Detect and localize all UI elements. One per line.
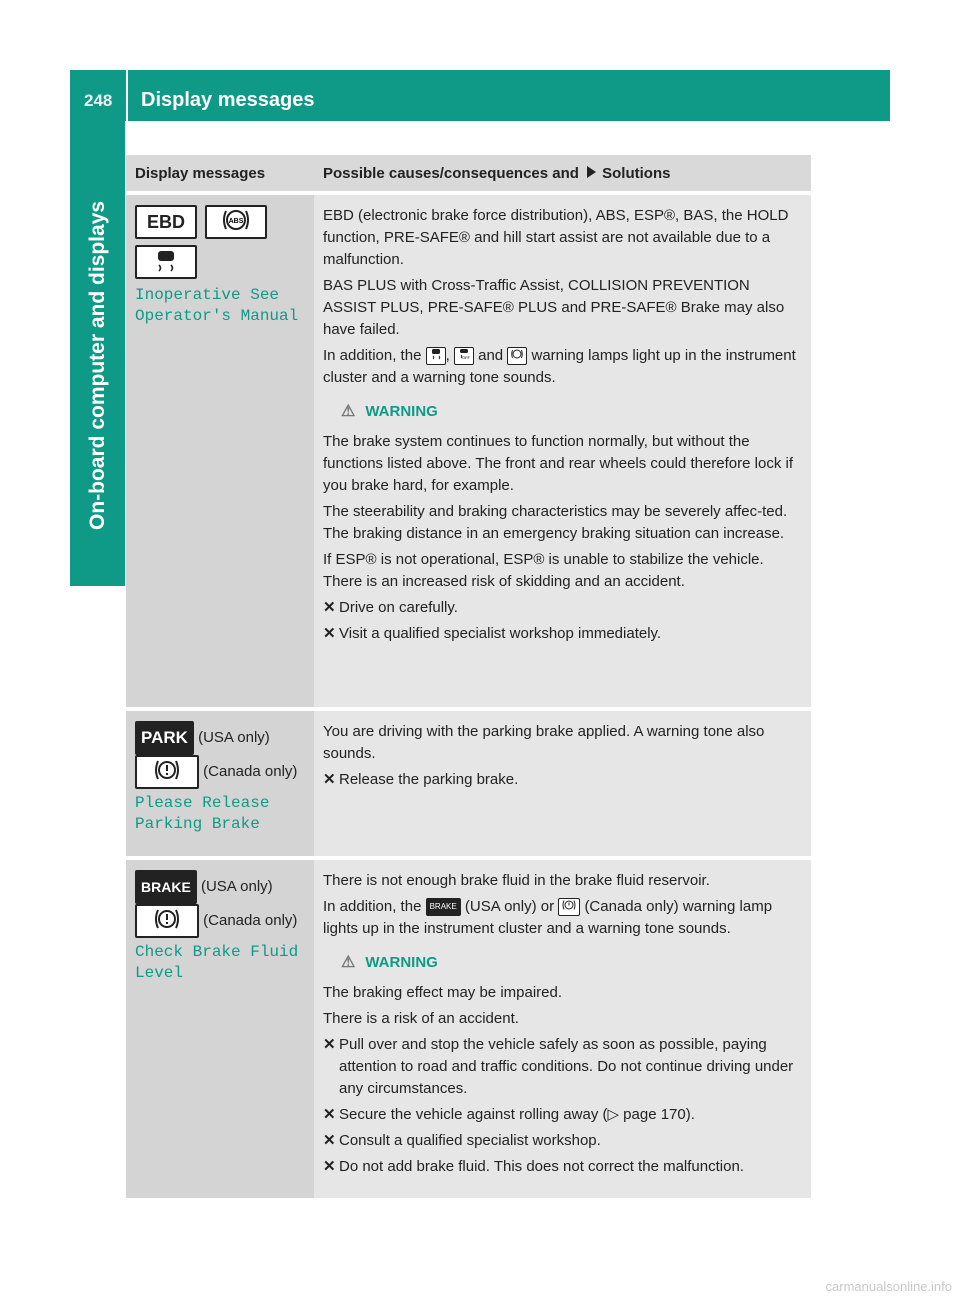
warning-triangle-icon: ⚠ bbox=[341, 954, 356, 971]
instruction-step: ✕ Visit a qualified specialist workshop immediately. bbox=[323, 623, 803, 645]
table-row bbox=[126, 709, 811, 858]
instruction-step: ✕ Do not add brake fluid. This does not correct the malfunction. bbox=[323, 1156, 803, 1178]
col-display-messages: Display messages bbox=[126, 155, 314, 193]
page-header bbox=[70, 70, 890, 121]
instruction-step: ✕ Release the parking brake. bbox=[323, 769, 803, 791]
table-header-row bbox=[126, 155, 811, 193]
abs-icon bbox=[507, 347, 527, 365]
step-marker-icon: ✕ bbox=[323, 1132, 336, 1149]
esp-skid-icon bbox=[135, 245, 197, 279]
park-icon: PARK bbox=[135, 721, 194, 755]
esp-skid-icon bbox=[426, 347, 446, 365]
message-text: Check Brake Fluid Level bbox=[135, 943, 299, 982]
step-marker-icon: ✕ bbox=[323, 1036, 336, 1053]
brake-warning-icon bbox=[135, 904, 199, 938]
display-messages-table bbox=[126, 155, 811, 1198]
instruction-step: ✕ Pull over and stop the vehicle safely as soon as possible, paying attention to road and traffic conditions. Do not continue driving under any circumstances. bbox=[323, 1036, 794, 1097]
esp-off-icon bbox=[454, 347, 474, 365]
message-cell: BRAKE (USA only) (Canada only) Check Brake Fluid Level bbox=[126, 858, 314, 1198]
solution-cell: EBD (electronic brake force distribution), ABS, ESP®, BAS, the HOLD function, PRE-SAFE® and hill start assist are not available due to a malfunction. BAS PLUS with Cross-Traffic Assist, COLLISION PREVENTION ASSIST PLUS, PRE-SAFE® PLUS and PRE-SAFE® Brake may also have failed. In addition, the , OFF and warning lamps light up in the instrument cluster and a warning tone sounds. ⚠ WARNING The brake system continues to function normally, but without the functions listed above. The front and rear wheels could therefore lock if you brake hard, for example. The steerability and braking characteristics may be severely affec-ted. The braking distance in an emergency braking situation can increase. If ESP® is not operational, ESP® is unable to stabilize the vehicle. There is an increased risk of skidding and an accident. ✕ Drive on carefully. ✕ Visit a qualified specialist workshop immediately. bbox=[314, 193, 811, 709]
instruction-step: ✕ Secure the vehicle against rolling away (▷ page 170). bbox=[323, 1104, 803, 1126]
watermark: carmanualsonline.info bbox=[825, 1279, 952, 1294]
table-row bbox=[126, 193, 811, 709]
warning-triangle-icon: ⚠ bbox=[341, 403, 356, 420]
message-cell bbox=[126, 193, 314, 709]
brake-warning-icon bbox=[558, 898, 580, 916]
step-marker-icon: ✕ bbox=[323, 1106, 336, 1123]
svg-text:OFF: OFF bbox=[461, 355, 470, 361]
brake-icon: BRAKE bbox=[135, 870, 197, 904]
step-marker-icon: ✕ bbox=[323, 625, 336, 642]
header-divider bbox=[126, 70, 128, 121]
solution-cell: You are driving with the parking brake applied. A warning tone also sounds. ✕ Release the parking brake. bbox=[314, 709, 811, 858]
ebd-icon: EBD bbox=[135, 205, 197, 239]
message-text: Inoperative See Operator's Manual bbox=[135, 286, 299, 325]
step-marker-icon: ✕ bbox=[323, 599, 336, 616]
message-cell: PARK (USA only) (Canada only) Please Release Parking Brake bbox=[126, 709, 314, 858]
instruction-step: ✕ Drive on carefully. bbox=[323, 597, 803, 619]
step-marker-icon: ✕ bbox=[323, 771, 336, 788]
abs-icon bbox=[205, 205, 267, 239]
brake-warning-icon bbox=[135, 755, 199, 789]
col-causes-solutions: Possible causes/consequences and Solutions bbox=[314, 155, 811, 193]
message-text: Please Release Parking Brake bbox=[135, 794, 270, 833]
page-number: 248 bbox=[84, 91, 113, 110]
step-marker-icon: ✕ bbox=[323, 1158, 336, 1175]
table-row bbox=[126, 858, 811, 1198]
solution-cell: There is not enough brake fluid in the brake fluid reservoir. In addition, the BRAKE (USA only) or (Canada only) warning lamp lights up in the instrument cluster and a warning tone sounds. ⚠ WARNING The braking effect may be impaired. There is a risk of an accident. ✕ Pull over and stop the vehicle safely as soon as possible, paying attention to road and traffic conditions. Do not continue driving under any circumstances. ✕ Secure the vehicle against rolling away (▷ page 170). ✕ Consult a qualified specialist workshop. ✕ Do not add brake fluid. This does not correct the malfunction. bbox=[314, 858, 811, 1198]
arrow-right-icon bbox=[587, 166, 596, 178]
warning-heading: ⚠ WARNING bbox=[341, 401, 803, 423]
brake-icon: BRAKE bbox=[426, 898, 461, 916]
warning-heading: ⚠ WARNING bbox=[341, 952, 803, 974]
page-title: Display messages bbox=[141, 89, 315, 111]
svg-text:ABS: ABS bbox=[228, 218, 244, 225]
instruction-step: ✕ Consult a qualified specialist workshop. bbox=[323, 1130, 803, 1152]
